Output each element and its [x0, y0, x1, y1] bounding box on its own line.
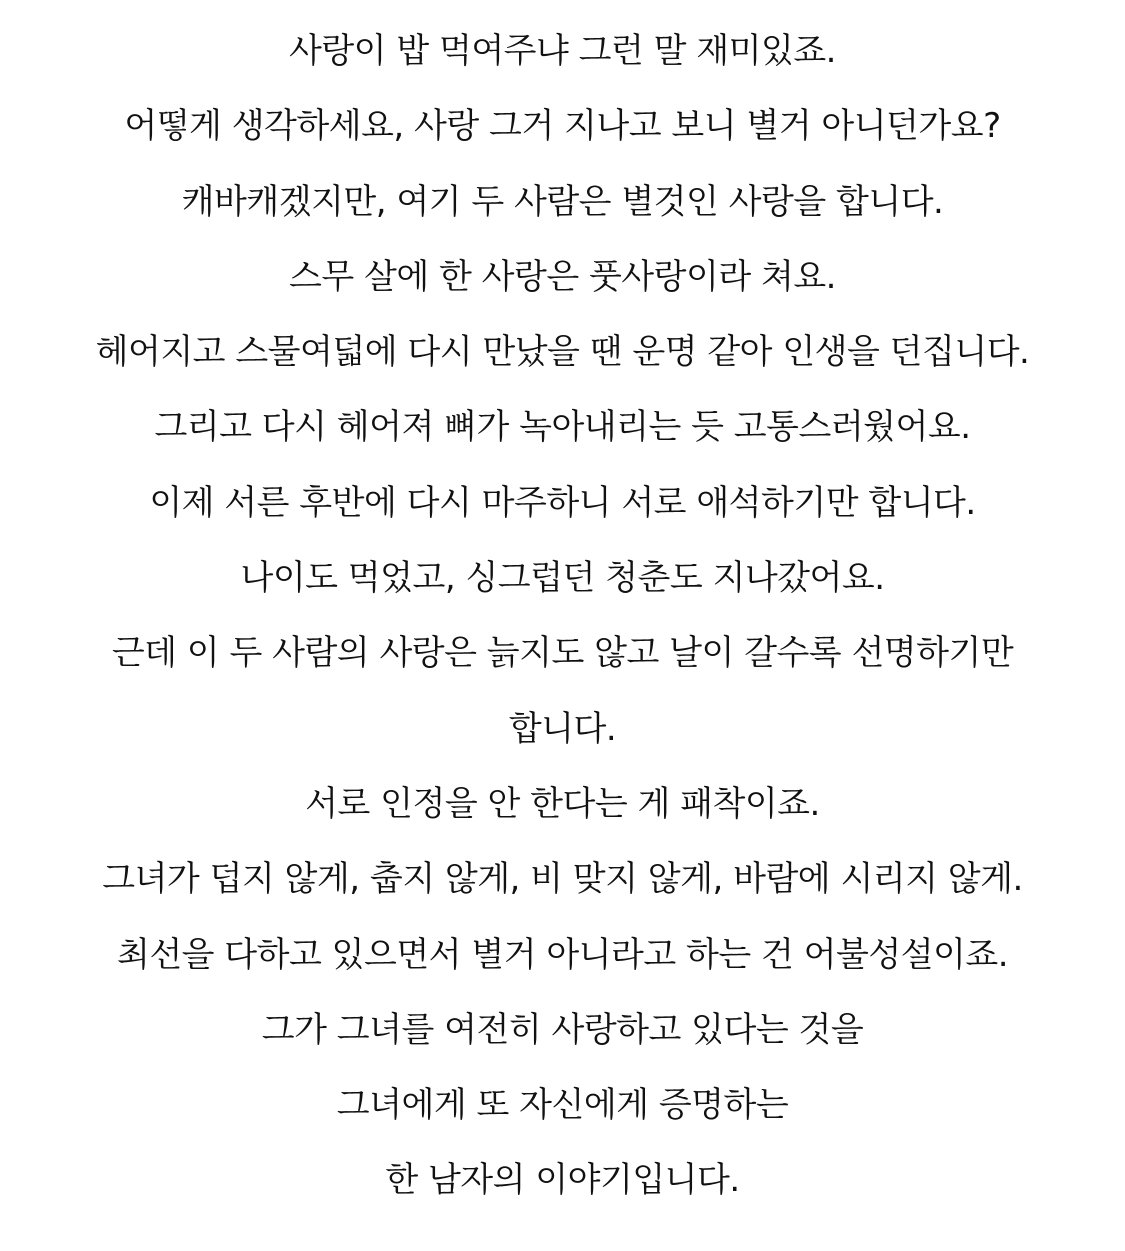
text-line: 서로 인정을 안 한다는 게 패착이죠. [305, 783, 820, 824]
text-line: 그가 그녀를 여전히 사랑하고 있다는 것을 [261, 1009, 864, 1050]
text-line: 어떻게 생각하세요, 사랑 그거 지나고 보니 별거 아니던가요? [124, 106, 1001, 147]
text-line: 그녀가 덥지 않게, 춥지 않게, 비 맞지 않게, 바람에 시리지 않게. [102, 859, 1023, 900]
text-line: 사랑이 밥 먹여주냐 그런 말 재미있죠. [288, 31, 836, 71]
text-line: 합니다. [508, 708, 617, 749]
text-line: 최선을 다하고 있으면서 별거 아니라고 하는 건 어불성설이죠. [116, 934, 1009, 975]
text-line: 스무 살에 한 사랑은 풋사랑이라 쳐요. [288, 256, 836, 297]
text-line: 그녀에게 또 자신에게 증명하는 [336, 1085, 789, 1126]
text-line: 헤어지고 스물여덟에 다시 만났을 땐 운명 같아 인생을 던집니다. [95, 332, 1030, 373]
text-line: 이제 서른 후반에 다시 마주하니 서로 애석하기만 합니다. [149, 482, 976, 523]
text-line: 근데 이 두 사람의 사랑은 늙지도 않고 날이 갈수록 선명하기만 [111, 633, 1014, 674]
text-line: 한 남자의 이야기입니다. [385, 1160, 740, 1201]
text-line: 그리고 다시 헤어져 뼈가 녹아내리는 듯 고통스러웠어요. [154, 407, 971, 448]
text-line: 캐바캐겠지만, 여기 두 사람은 별것인 사랑을 합니다. [181, 181, 944, 222]
text-line: 나이도 먹었고, 싱그럽던 청춘도 지나갔어요. [240, 558, 885, 599]
